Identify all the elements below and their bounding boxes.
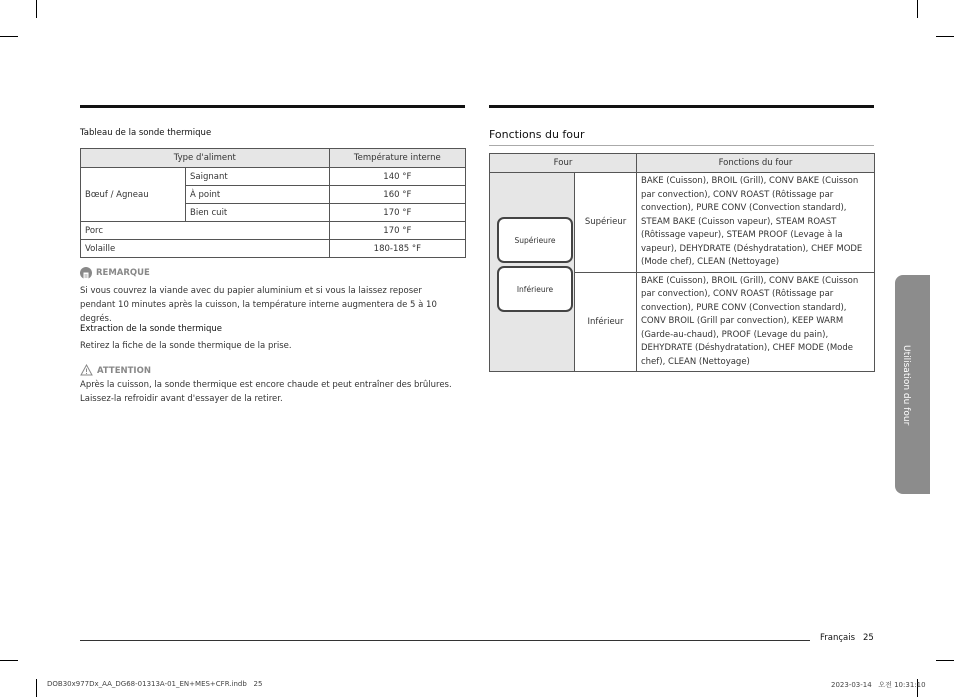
side-tab — [895, 275, 930, 494]
header-oven: Four — [490, 154, 637, 173]
section-title-underline — [489, 145, 874, 146]
crop-mark — [936, 660, 954, 661]
food-cell: Volaille — [81, 240, 330, 258]
lower-oven-diagram: Inférieure — [497, 266, 573, 312]
temp-cell: 180-185 °F — [329, 240, 465, 258]
header-functions: Fonctions du four — [637, 154, 875, 173]
section-title: Fonctions du four — [489, 128, 585, 141]
caution-text: Après la cuisson, la sonde thermique est encore chaude et peut entraîner des brûlures. Laissez-la refroidir avant d'essayer de la retirer. — [80, 380, 452, 404]
food-cell: Saignant — [186, 168, 330, 186]
temp-cell: 160 °F — [329, 186, 465, 204]
functions-cell: BAKE (Cuisson), BROIL (Grill), CONV BAKE (Cuisson par convection), CONV ROAST (Rôtissage par convection), PURE CONV (Convection standard), CONV BROIL (Grill par convection), KEEP WARM (Garde-au-chaud), PROOF (Levage du pain), DEHYDRATE (Déshydratation), CHEF MODE (Mode chef), CLEAN (Nettoyage) — [637, 272, 875, 372]
crop-mark — [0, 36, 18, 37]
print-date: 2023-03-14 오전 10:31:10 — [831, 681, 926, 689]
note-icon — [80, 267, 92, 279]
oven-cell: Inférieur — [575, 272, 637, 372]
page-number: 25 — [863, 633, 874, 643]
crop-mark — [936, 36, 954, 37]
probe-table-title: Tableau de la sonde thermique — [80, 128, 212, 138]
temp-cell: 140 °F — [329, 168, 465, 186]
extraction-text: Retirez la fiche de la sonde thermique de la prise. — [80, 341, 292, 351]
crop-mark — [36, 0, 37, 18]
crop-mark — [917, 0, 918, 18]
caution-heading: ATTENTION — [80, 361, 151, 380]
extraction-title: Extraction de la sonde thermique — [80, 324, 222, 334]
side-tab-label: Utilisation du four — [901, 345, 911, 426]
crop-mark — [36, 679, 37, 697]
note-text: Si vous couvrez la viande avec du papier aluminium et si vous la laissez reposer pendant 10 minutes après la cuisson, la température interne augmentera de 5 à 10 degrés. — [80, 286, 437, 324]
note-heading: REMARQUE — [80, 267, 150, 279]
footer-rule — [80, 640, 810, 641]
header-food-type: Type d'aliment — [81, 149, 330, 168]
group-beef-lamb: Bœuf / Agneau — [81, 168, 186, 222]
temp-cell: 170 °F — [329, 204, 465, 222]
left-top-rule — [80, 105, 465, 108]
header-internal-temp: Température interne — [329, 149, 465, 168]
footer-language: Français — [820, 633, 856, 643]
food-cell: À point — [186, 186, 330, 204]
crop-mark — [0, 660, 18, 661]
print-file-name: DOB30x977Dx_AA_DG68-01313A-01_EN+MES+CFR.indb 25 — [47, 680, 263, 688]
right-top-rule — [489, 105, 874, 108]
probe-table — [80, 148, 466, 258]
functions-cell: BAKE (Cuisson), BROIL (Grill), CONV BAKE (Cuisson par convection), CONV ROAST (Rôtissage par convection), PURE CONV (Convection standard), STEAM BAKE (Cuisson vapeur), STEAM ROAST (Rôtissage vapeur), STEAM PROOF (Levage à la vapeur), DEHYDRATE (Déshydratation), CHEF MODE (Mode chef), CLEAN (Nettoyage) — [637, 173, 875, 273]
food-cell: Porc — [81, 222, 330, 240]
food-cell: Bien cuit — [186, 204, 330, 222]
oven-cell: Supérieur — [575, 173, 637, 273]
temp-cell: 170 °F — [329, 222, 465, 240]
upper-oven-diagram: Supérieure — [497, 217, 573, 263]
